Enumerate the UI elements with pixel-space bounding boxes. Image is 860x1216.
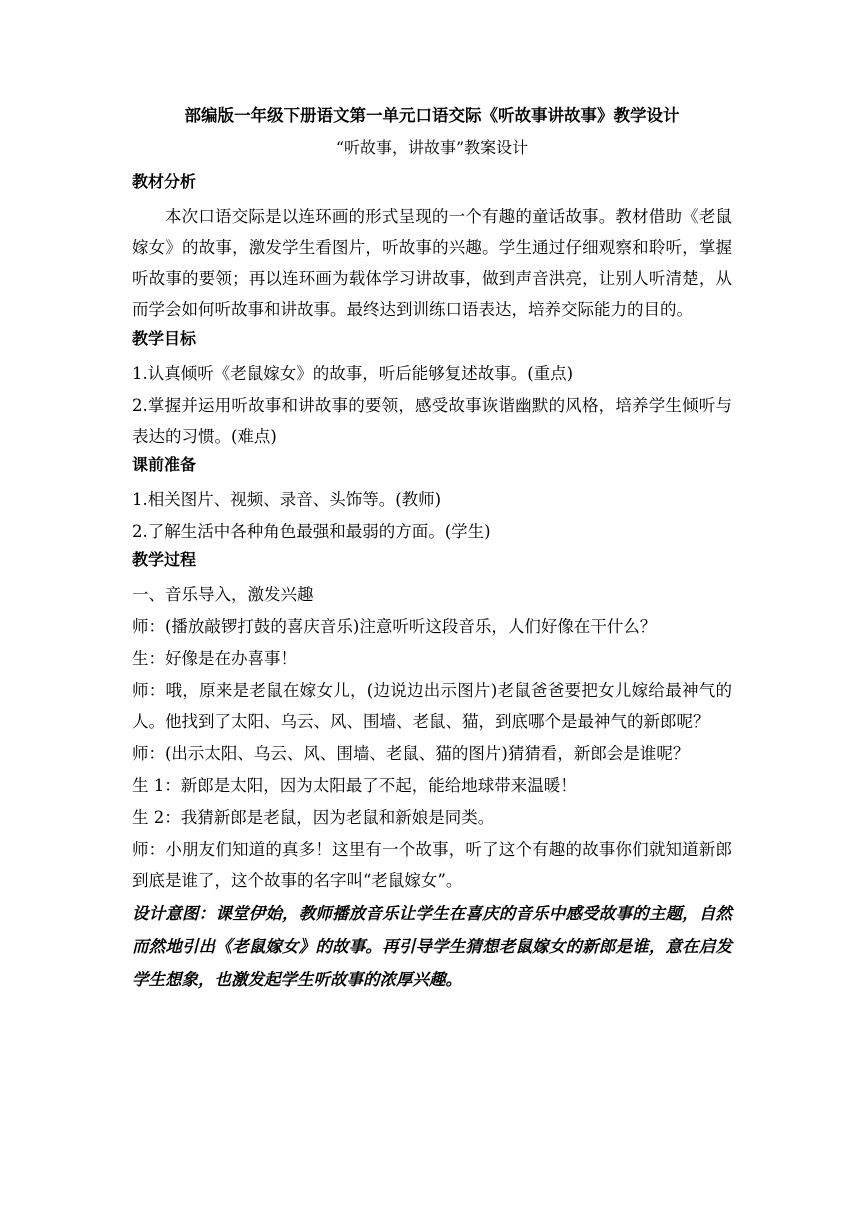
section-heading-analysis: 教材分析 [132,172,197,191]
process-line: 一、音乐导入，激发兴趣 [132,585,314,604]
process-line: 生：好像是在办喜事！ [132,649,297,668]
preparation-item: 1.相关图片、视频、录音、头饰等。(教师) [132,490,442,509]
goal-item: 1.认真倾听《老鼠嫁女》的故事，听后能够复述故事。(重点) [132,364,574,383]
process-line: 师：小朋友们知道的真多！这里有一个故事，听了这个有趣的故事你们就知道新郎到底是谁了，这个故事的名字叫“老鼠嫁女”。 [132,840,732,890]
section-heading-process: 教学过程 [132,550,197,569]
process-line: 师：哦，原来是老鼠在嫁女儿，(边说边出示图片)老鼠爸爸要把女儿嫁给最神气的人。他找到了太阳、乌云、风、围墙、老鼠、猫，到底哪个是最神气的新郎呢？ [132,681,732,731]
goal-item: 2.掌握并运用听故事和讲故事的要领，感受故事诙谐幽默的风格，培养学生倾听与表达的习惯。(难点) [132,396,732,446]
document-title: 部编版一年级下册语文第一单元口语交际《听故事讲故事》教学设计 [184,106,680,125]
analysis-paragraph: 本次口语交际是以连环画的形式呈现的一个有趣的童话故事。教材借助《老鼠嫁女》的故事，激发学生看图片，听故事的兴趣。学生通过仔细观察和聆听，掌握听故事的要领；再以连环画为载体学习讲故事，做到声音洪亮，让别人听清楚，从而学会如何听故事和讲故事。最终达到训练口语表达，培养交际能力的目的。 [132,207,732,319]
document-subtitle: “听故事，讲故事”教案设计 [335,138,529,157]
process-line: 师：(播放敲锣打鼓的喜庆音乐)注意听听这段音乐，人们好像在干什么？ [132,617,657,636]
document-page [132,104,732,996]
design-intent: 设计意图：课堂伊始，教师播放音乐让学生在喜庆的音乐中感受故事的主题，自然而然地引出《老鼠嫁女》的故事。再引导学生猜想老鼠嫁女的新郎是谁，意在启发学生想象，也激发起学生听故事的浓厚兴趣。 [132,904,732,989]
section-heading-preparation: 课前准备 [132,455,197,474]
process-line: 生 2：我猜新郎是老鼠，因为老鼠和新娘是同类。 [132,808,495,827]
section-heading-goals: 教学目标 [132,329,197,348]
preparation-item: 2.了解生活中各种角色最强和最弱的方面。(学生) [132,522,491,541]
process-line: 师：(出示太阳、乌云、风、围墙、老鼠、猫的图片)猜猜看，新郎会是谁呢？ [132,744,690,763]
process-line: 生 1：新郎是太阳，因为太阳最了不起，能给地球带来温暖！ [132,776,577,795]
